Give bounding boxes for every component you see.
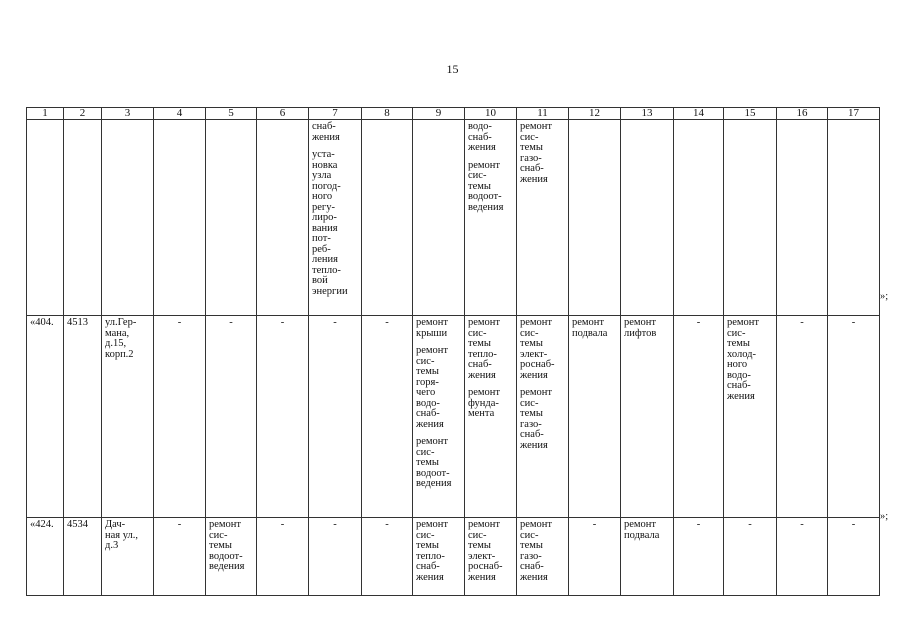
table-cell <box>64 316 102 518</box>
table-cell <box>569 518 621 596</box>
column-number-10: 10 <box>465 108 517 120</box>
cell-text: Дач- ная ул., д.3 <box>105 519 139 551</box>
table-cell <box>362 518 413 596</box>
cell-text: - <box>851 317 856 328</box>
cell-text: ремонт сис- темы элект- роснаб- жения <box>468 519 503 583</box>
cell-text: ремонт сис- темы водоот- ведения <box>468 159 504 213</box>
cell-text: ремонт сис- темы элект- роснаб- жения <box>520 317 555 381</box>
cell-text: - <box>800 519 804 530</box>
table-cell <box>465 120 517 316</box>
table-cell <box>257 120 309 316</box>
table-cell <box>206 120 257 316</box>
cell-text: ремонт сис- темы водоот- ведения <box>209 519 245 572</box>
table-cell <box>621 120 674 316</box>
cell-text: - <box>385 519 389 530</box>
table-cell <box>569 120 621 316</box>
repair-schedule-table <box>26 107 880 596</box>
cell-text: - <box>851 519 856 530</box>
table-cell <box>621 518 674 596</box>
table-cell <box>465 518 517 596</box>
column-number-16: 16 <box>777 108 828 120</box>
column-number-8: 8 <box>362 108 413 120</box>
row-closing-mark: »; <box>880 511 889 522</box>
table-cell <box>413 120 465 316</box>
cell-text: «404. <box>30 317 54 328</box>
cell-text: ремонт подвала <box>624 519 660 541</box>
table-row <box>27 518 880 596</box>
cell-text: ремонт сис- темы тепло- снаб- жения <box>416 519 449 583</box>
table-row <box>27 120 880 316</box>
cell-text: 4534 <box>67 519 88 530</box>
column-number-9: 9 <box>413 108 465 120</box>
table-cell <box>465 316 517 518</box>
cell-text: - <box>177 317 182 328</box>
table-cell <box>413 518 465 596</box>
row-closing-mark: »; <box>880 291 889 302</box>
cell-text: - <box>177 519 182 530</box>
cell-text: ремонт крыши <box>416 317 449 339</box>
table-cell <box>102 120 154 316</box>
column-number-row <box>27 108 880 120</box>
cell-text: ремонт сис- темы газо- снаб- жения <box>520 121 553 185</box>
table-cell <box>777 120 828 316</box>
table-cell <box>621 316 674 518</box>
table-cell <box>828 518 880 596</box>
table-cell <box>154 120 206 316</box>
table-cell <box>569 316 621 518</box>
table-cell <box>206 518 257 596</box>
column-number-6: 6 <box>257 108 309 120</box>
table-cell <box>413 316 465 518</box>
table-cell <box>724 518 777 596</box>
column-number-15: 15 <box>724 108 777 120</box>
column-number-13: 13 <box>621 108 674 120</box>
column-number-2: 2 <box>64 108 102 120</box>
table-cell <box>517 316 569 518</box>
table-cell <box>828 120 880 316</box>
column-number-7: 7 <box>309 108 362 120</box>
cell-text: ремонт сис- темы водоот- ведения <box>416 436 452 489</box>
column-number-14: 14 <box>674 108 724 120</box>
column-number-4: 4 <box>154 108 206 120</box>
table-cell <box>309 120 362 316</box>
cell-text: 4513 <box>67 317 88 328</box>
table-cell <box>64 120 102 316</box>
table-cell <box>724 120 777 316</box>
table-cell <box>102 518 154 596</box>
cell-text: - <box>696 519 701 530</box>
column-number-5: 5 <box>206 108 257 120</box>
cell-text: ремонт подвала <box>572 317 608 339</box>
table-cell <box>154 518 206 596</box>
cell-text: ремонт сис- темы газо- снаб- жения <box>520 519 553 583</box>
table-cell <box>828 316 880 518</box>
cell-text: ремонт лифтов <box>624 317 657 339</box>
table-cell <box>257 316 309 518</box>
table-row <box>27 316 880 518</box>
table-cell <box>674 518 724 596</box>
table-cell <box>517 120 569 316</box>
table-cell <box>362 316 413 518</box>
cell-text: ремонт фунда- мента <box>468 387 501 419</box>
table-cell <box>257 518 309 596</box>
cell-text: снаб- жения <box>312 121 340 143</box>
table-cell <box>674 316 724 518</box>
cell-text: - <box>280 519 285 530</box>
cell-text: - <box>800 317 804 328</box>
cell-text: - <box>333 317 337 328</box>
table-cell <box>309 518 362 596</box>
page-number: 15 <box>446 62 459 76</box>
table-cell <box>27 518 64 596</box>
cell-text: - <box>229 317 233 328</box>
column-number-12: 12 <box>569 108 621 120</box>
cell-text: - <box>333 519 337 530</box>
cell-text: ремонт сис- темы тепло- снаб- жения <box>468 317 501 381</box>
cell-text: - <box>696 317 701 328</box>
cell-text: ул.Гер- мана, д.15, корп.2 <box>105 317 137 360</box>
cell-text: «424. <box>30 519 54 530</box>
column-number-3: 3 <box>102 108 154 120</box>
table-cell <box>206 316 257 518</box>
table-cell <box>102 316 154 518</box>
cell-text: ремонт сис- темы холод- ного водо- снаб- жения <box>727 317 760 402</box>
cell-text: уста- новка узла погод- ного регу- лиро- вания пот- реб- ления тепло- вой энергии <box>312 149 348 297</box>
cell-text: - <box>748 519 752 530</box>
cell-text: ремонт сис- темы горя- чего водо- снаб- жения <box>416 345 449 430</box>
cell-text: - <box>592 519 597 530</box>
table-cell <box>27 316 64 518</box>
cell-text: - <box>385 317 389 328</box>
cell-text: - <box>280 317 285 328</box>
table-cell <box>309 316 362 518</box>
table-cell <box>64 518 102 596</box>
column-number-1: 1 <box>27 108 64 120</box>
table-cell <box>517 518 569 596</box>
table-cell <box>154 316 206 518</box>
table-cell <box>362 120 413 316</box>
table-cell <box>27 120 64 316</box>
cell-text: водо- снаб- жения <box>468 121 496 153</box>
table-cell <box>674 120 724 316</box>
table-cell <box>777 518 828 596</box>
table-cell <box>724 316 777 518</box>
cell-text: ремонт сис- темы газо- снаб- жения <box>520 387 553 451</box>
column-number-11: 11 <box>517 108 569 120</box>
column-number-17: 17 <box>828 108 880 120</box>
table-cell <box>777 316 828 518</box>
